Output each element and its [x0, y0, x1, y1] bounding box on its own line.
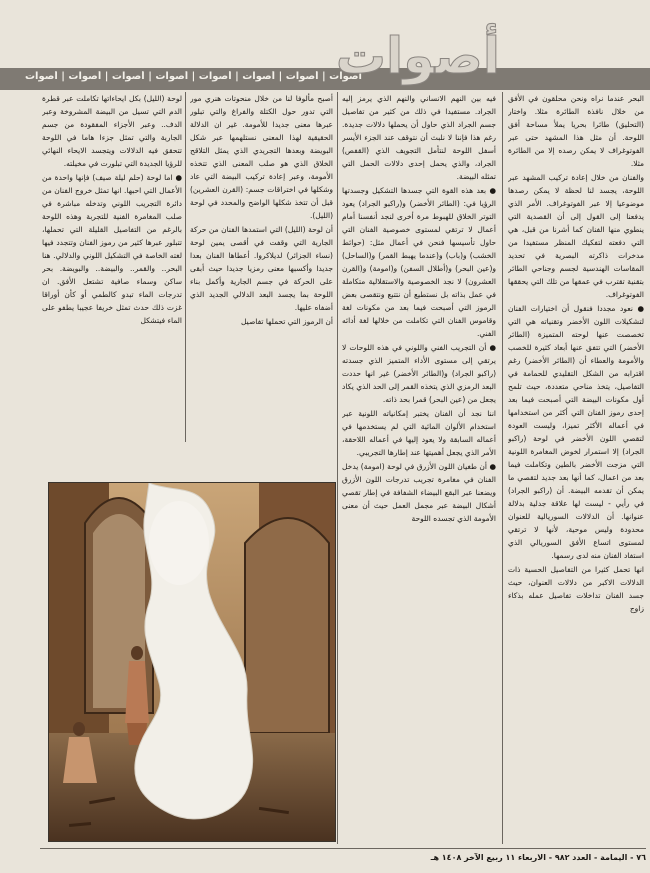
paragraph: البحر عندما نراه ونحن محلقون في الأفق من خلال نافذة الطائرة مثلا. واختار (التحليق) طائرا بحريا يملأ مساحة أفق اللوحة. أن مثل هذا المشهد حتى عبر الفوتوغراف لا يمكن رصده إلا من الطائرة مثلا.: [508, 94, 644, 168]
painting-image: [48, 482, 336, 842]
column-divider: [502, 92, 503, 844]
paragraph: ● نعود مجددا فنقول أن اختيارات الفنان لتشكيلات اللون الأخضر وتقنياته هي التي تخصصت عنها لوحته المتميزة (الطائر الأخضر) التي تتفق عنها أبعاد كثيرة للخصب والأمومة والعطاء أن (الطائر الأخضر) رغم اقترابه من الشكل التقليدي للحمامة في التفاصيل، يتخذ مناحي متعددة، حيث تلمح أول مكونات البيضة التي أصبحت فيما بعد إحدى رموز الفنان التي أكثر من استخدامها في أعماله الأكثر تميزا، وليست العودة لتقصي اللون الأخضر في لوحة (راكبو الجراد) إلا استمرار لخوض المغامرة اللونية التي مزجت الأخضر بالطين وتكاملت فيما بعد من اعمال، كما أنها بعد جديد لتقصي ما يمكن أن تقدمه البيضة. أن (راكبو الجراد) في رأيي - ليست لها علاقة جدلية بدلالة عنوانها. أن الدلالات السوريالية للعنوان محدودة وليس موحية، لأنها لا ترتقي لمستوى اتساع الأفق السوريالي الذي استفاد الفنان منه لدى رسمها.: [508, 304, 644, 560]
column-divider: [337, 92, 338, 844]
page-footer: ٧٦ - اليمامة - العدد ٩٨٢ - الاربعاء ١١ ربيع الآخر ١٤٠٨ هـ: [430, 853, 646, 862]
paragraph: والفنان من خلال إعادة تركيب المشهد عبر اللوحة، يجسد لنا لحظة لا يمكن رصدها موضوعيا إلا عبر الفوتوغراف. الأمر الذي يدفعنا إلى القول إلى أن القصدية التي ينطوي منها الفنان كما أشرنا من قبل، هي التي دفعته لتفكيك المنظر مستفيدا من مدخرات ذاكرته البصرية في تحديد المقاسات الهندسية لجسم وجناحي الطائر بتقنية تقترب في عمقها من تلك التي يحققها الفوتوغراف.: [508, 173, 644, 299]
paragraph: ● بعد هذه القوة التي جسدها التشكيل وجسدتها الرؤيا في: (الطائر الأخضر) و(راكبو الجراد) يعود التوتر الخلاق للهبوط مرة أخرى لنجد أنفسنا أمام أعمال لا ترتقي لمستوى خصوصية الفنان التي حاول تأسيسها فنحن في أعمال مثل: (حوائط الخشب) و(باب) و(عندما يهبط القمر) و(الساحل) و(عين البحر) و(أطلال السفن) و(امومة) و(القرن العشرون) لا نجد الخصوصية والاستقلالية متكاملة في عمل بذاته بل نستطيع أن نتتبع ونتقصى بعض الرموز التي أصبحت فيما بعد من مكونات لغة وقاموس الفنان التي تكاملت من خلالها لغة أدائه الفني.: [342, 186, 496, 338]
white-egg-upper: [149, 501, 209, 585]
paragraph: أن لوحة (الليل) التي استمدها الفنان من حركة الجارية التي وقفت في أقصى يمين لوحة (نساء الجزائر) لديلاكروا. أعطاها الفنان بعدا جديدا وأكسبها معنى رمزيا جديدا حيث أبقى على الحركة في جسم الجارية وأكمل بناء اللوحة بما يجسد البعد الدلالي الجديد الذي أضفاه عليها.: [190, 225, 333, 312]
painting-illustration: [49, 483, 335, 841]
paragraph: ● أن التجريب الفني واللوني في هذه اللوحات لا يرتقي إلى مستوى الأداء المتميز الذي جسدته (راكبو الجراد) و(الطائر الأخضر) غير انها حددت البعد الرمزي الذي يتخذه القمر إلى الحد الذي يكاد يجعل من (عين البحر) قمرا بحد ذاته.: [342, 343, 496, 404]
section-logo: أصوات: [335, 27, 500, 85]
column-divider: [185, 92, 186, 442]
paragraph: فيه بين النهم الانساني والنهم الذي يرمز إليه الجراد. مستفيدا في ذلك من كثير من تفاصيل جسم الجراد الذي حاول أن يحملها دلالات جديدة. رغم هذا فإننا لا نلبث أن نتوقف عند الجزء الأيسر أسفل اللوحة لنتأمل التجويف الذي (القفص) الجراد، والذي يحمل إحدى دلالات الحمل التي تمثله البيضة.: [342, 94, 496, 181]
paragraph: انها تحمل كثيرا من التفاصيل الحسية ذات الدلالات الاكبر من دلالات العنوان، حيث جسد الفنان تداخلات تفاصيل عمله بذكاء زاوج: [508, 565, 644, 613]
footer-divider: [40, 848, 646, 849]
article-column-3: [190, 92, 333, 444]
paragraph: أن الرموز التي تحملها تفاصيل: [241, 317, 333, 326]
article-column-2: [342, 92, 496, 848]
right-arch: [245, 518, 329, 733]
section-header-repeat: أصوات | أصوات | أصوات | أصوات | أصوات | أصوات | أصوات | أصوات: [24, 71, 362, 82]
paragraph: ● أن طغيان اللون الأزرق في لوحة (امومة) يدخل الفنان في مغامرة تجريب تدرجات اللون الأزرق ويضعنا عبر البقع البيضاء الشفافة في إطار تقصي أشكال البيضة عبر مجمل العمل حيث أن معنى الأمومة الذي تجسده اللوحة: [342, 462, 496, 523]
paragraph: اننا نجد أن الفنان يختبر إمكانياته اللونية عبر استخدام الألوان المائية التي لم يستخدمها في أعماله السابقة ولا يعود إليها في أعماله اللاحقة، الأمر الذي يجعل أهميتها عند إطارها التجريبي.: [342, 409, 496, 457]
article-column-4: [42, 92, 182, 480]
paragraph: ● اما لوحة (حلم ليلة صيف) فإنها واحدة من الأعمال التي احبها. انها تمثل خروج الفنان من دائرة التجريب اللوني وتدخله مباشرة في صلب المغامرة الفنية للتجربة وهذه اللوحة بالرغم من التفاصيل القليلة التي تحملها، تتبلور عبرها كثير من رموز الفنان وتتجدد فيها لغته الخاصة في التشكيل اللوني والدلالي. هنا البحر.. والقمر.. والبيضة.. والبويضة. بحر ساكن وسماء صافية تشتعل الأفق. ان تدرجات الماء تبدو كالطمي أو كأن أوراقا غزت ذلك حدث تمثل خريفا عجيبا يطفو على الماء فيتشكل: [42, 173, 182, 325]
article-column-1: [508, 92, 644, 848]
paragraph: لوحة (الليل) بكل ايحاءاتها تكاملت عبر قطرة الدم التي تسيل من البيضة المشروخة وعبر الدف.. وعبر الأجزاء المفقودة من جسم الجارية والتي تمثل جزءا هاما في اللوحة تتحقق فيه الدلالات ويتجسد الايحاء النهائي للرؤيا الجديدة التي تبلورت في مخيلته.: [42, 94, 182, 168]
paragraph: أصبح مألوفا لنا من خلال منحوتات هنري مور التي تدور حول الكتلة والفراغ والتي تبلور عبرها معنى جديدا للأمومة. غير ان الدلالة الحقيقية لهذا المعنى نستلهمها عبر شكل البويضة وبعدها التجريدي الذي يمثل التلاقح الخلاق الذي هو صلب المعنى الذي تتخذه الأمومة، وعبر إعادة تركيب البيضة التي عاد وشكلها في اختراقات جسم: (القرن العشرين) قبل أن تتخذ شكلها الواضح والمحدد في لوحة (الليل).: [190, 94, 333, 220]
